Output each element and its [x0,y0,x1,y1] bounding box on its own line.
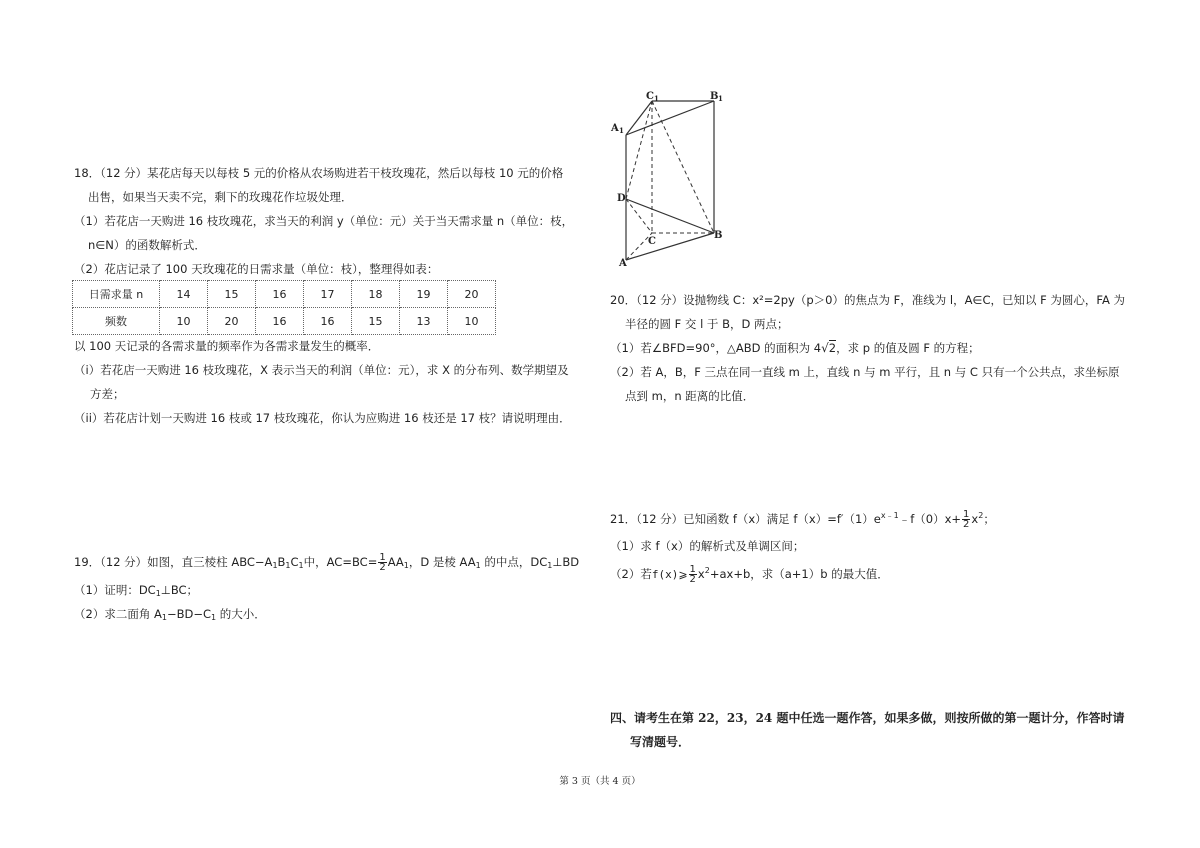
table-cell: 10 [160,308,208,335]
table-cell: 16 [304,308,352,335]
q19-stem: 19．（12 分）如图，直三棱柱 $ABC-A_1B_1C_1$中，AC=BC= $\frac{1}{2}$ $AA_1$，D 是棱 $AA_1$ 的中点，$DC_1\perp BD$ [74,552,580,573]
table-cell-header: 日需求量 n [73,281,160,308]
q18-line-1: 18．（12 分）某花店每天以每枝 5 元的价格从农场购进若干枝玫瑰花，然后以每枝 10 元的价格 [74,166,564,180]
table-cell: 16 [256,308,304,335]
q18-part2-line: （2）花店记录了 100 天玫瑰花的日需求量（单位：枝），整理得如表： [74,262,439,276]
q20-part2-line-1: （2）若 A，B，F 三点在同一直线 m 上，直线 n 与 m 平行，且 n 与 C 只有一个公共点，求坐标原 [610,365,1120,379]
table-cell: 18 [352,281,400,308]
q20-part2-line-2: 点到 m，n 距离的比值． [625,389,755,403]
prism-figure [610,88,730,268]
q19-part1: （1）证明：$DC_1\perp BC$； [74,583,199,598]
q20-line-1: 20．（12 分）设抛物线 C：x²=2py（p＞0）的焦点为 F，准线为 l，A∈C，已知以 F 为圆心，FA 为 [610,293,1125,307]
table-row [73,308,496,335]
q18-sub-i-line-1: （i）若花店一天购进 16 枝玫瑰花，X 表示当天的利润（单位：元），求 X 的分布列、数学期望及 [74,363,569,377]
q20-line-2: 半径的圆 F 交 l 于 B，D 两点； [625,317,789,331]
q18-line-2: 出售，如果当天卖不完，剩下的玫瑰花作垃圾处理． [88,190,353,204]
label-d: D [617,193,626,204]
svg-text:1: 1 [654,94,659,103]
table-cell: 20 [448,281,496,308]
table-cell: 10 [448,308,496,335]
q18-part1-line-1: （1）若花店一天购进 16 枝玫瑰花，求当天的利润 y（单位：元）关于当天需求量 n（单位：枝， [74,214,574,228]
section-4-line-1: 四、请考生在第 22，23，24 题中任选一题作答，如果多做，则按所做的第一题计分，作答时请 [610,711,1125,725]
table-cell: 16 [256,281,304,308]
q18-sub-i-line-2: 方差； [90,387,125,401]
fraction: $\frac{1}{2}$ [963,509,970,530]
q21-stem: 21．（12 分）已知函数 f（x）满足 $f(x)=f'(1)e^{x﹣1}﹣f(0)x+$ $\frac{1}{2}$ $x^2$； [610,509,995,530]
q18-part1-line-2: n∈N）的函数解析式． [88,238,206,252]
label-c: C [648,236,656,247]
fraction: $\frac{1}{2}$ [379,552,386,573]
svg-text:1: 1 [718,94,723,103]
table-cell: 17 [304,281,352,308]
q19-text: 19．（12 分）如图，直三棱柱 ABC [74,555,255,569]
label-a1: A [611,123,619,134]
label-b1: B [710,91,719,102]
label-b: B [714,230,723,241]
table-cell: 13 [400,308,448,335]
table-cell: 15 [208,281,256,308]
page-footer: 第 3 页（共 4 页） [559,776,641,787]
table-cell-header: 频数 [73,308,160,335]
table-cell: 19 [400,281,448,308]
q18-line-6: 以 100 天记录的各需求量的频率作为各需求量发生的概率． [74,339,380,353]
table-cell: 14 [160,281,208,308]
section-4-line-2: 写清题号． [630,735,691,749]
table-row [73,281,496,308]
svg-text:1: 1 [619,126,624,135]
fraction: $\frac{1}{2}$ [689,564,696,585]
demand-frequency-table [72,280,496,335]
q20-part1: （1）若∠BFD=90°，△ABD 的面积为 4√2，求 p 的值及圆 F 的方程； [610,341,980,355]
q19-part2: （2）求二面角 $A_1-BD-C_1$ 的大小． [74,607,266,622]
table-cell: 20 [208,308,256,335]
label-a: A [619,258,627,268]
q21-part2: （2）若f(x)⩾ $\frac{1}{2}$ $x^2+ax+b$，求（a+1）b 的最大值． [610,564,889,585]
label-c1: C [646,91,654,102]
q21-part1: （1）求 f（x）的解析式及单调区间； [610,539,805,553]
table-cell: 15 [352,308,400,335]
q18-sub-ii-line: （ii）若花店计划一天购进 16 枝或 17 枝玫瑰花，你认为应购进 16 枝还是 17 枝？请说明理由． [74,411,571,425]
